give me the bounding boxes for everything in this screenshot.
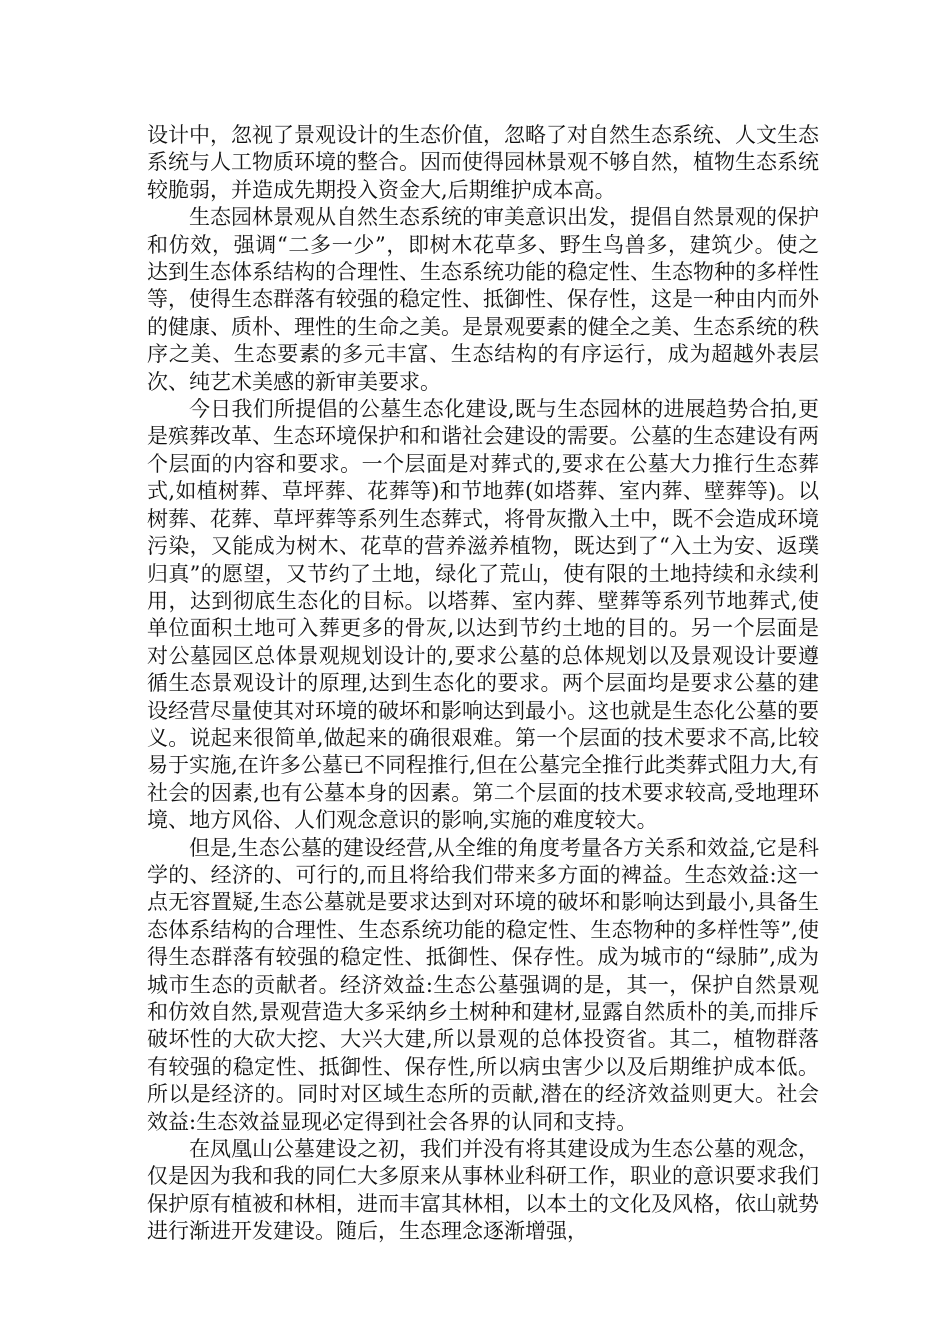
paragraph-2: 生态园林景观从自然生态系统的审美意识出发，提倡自然景观的保护和仿效，强调“二多一少”，即树木花草多、野生鸟兽多，建筑少。使之达到生态体系结构的合理性、生态系统功能的稳定性、生态物种的多样性等，使得生态群落有较强的稳定性、抵御性、保存性，这是一种由内而外的健康、质朴、理性的生命之美。是景观要素的健全之美、生态系统的秩序之美、生态要素的多元丰富、生态结构的有序运行，成为超越外表层次、纯艺术美感的新审美要求。	[147, 205, 819, 394]
paragraph-5: 在凤凰山公墓建设之初，我们并没有将其建设成为生态公墓的观念，仅是因为我和我的同仁大多原来从事林业科研工作，职业的意识要求我们保护原有植被和林相，进而丰富其林相，以本土的文化及风格，依山就势进行渐进开发建设。随后，生态理念逐渐增强，	[147, 1137, 819, 1244]
body-text	[147, 122, 819, 1246]
paragraph-3: 今日我们所提倡的公墓生态化建设,既与生态园林的进展趋势合拍,更是殡葬改革、生态环境保护和和谐社会建设的需要。公墓的生态建设有两个层面的内容和要求。一个层面是对葬式的,要求在公墓大力推行生态葬式,如植树葬、草坪葬、花葬等)和节地葬(如塔葬、室内葬、壁葬等)。以树葬、花葬、草坪葬等系列生态葬式，将骨灰撒入土中，既不会造成环境污染，又能成为树木、花草的营养滋养植物，既达到了“入土为安、返璞归真”的愿望，又节约了土地，绿化了荒山，使有限的土地持续和永续利用，达到彻底生态化的目标。以塔葬、室内葬、壁葬等系列节地葬式,使单位面积土地可入葬更多的骨灰,以达到节约土地的目的。另一个层面是对公墓园区总体景观规划设计的,要求公墓的总体规划以及景观设计要遵循生态景观设计的原理,达到生态化的要求。两个层面均是要求公墓的建设经营尽量使其对环境的破坏和影响达到最小。这也就是生态化公墓的要义。说起来很简单,做起来的确很艰难。第一个层面的技术要求不高,比较易于实施,在许多公墓已不同程推行,但在公墓完全推行此类葬式阻力大,有社会的因素,也有公墓本身的因素。第二个层面的技术要求较高,受地理环境、地方风俗、人们观念意识的影响,实施的难度较大。	[147, 397, 819, 833]
paragraph-4: 但是,生态公墓的建设经营,从全维的角度考量各方关系和效益,它是科学的、经济的、可行的,而且将给我们带来多方面的裨益。生态效益:这一点无容置疑,生态公墓就是要求达到对环境的破坏和影响达到最小,具备生态体系结构的合理性、生态系统功能的稳定性、生态物种的多样性等”,使得生态群落有较强的稳定性、抵御性、保存性。成为城市的“绿肺”,成为城市生态的贡献者。经济效益:生态公墓强调的是，其一，保护自然景观和仿效自然,景观营造大多采纳乡土树种和建材,显露自然质朴的美,而排斥破坏性的大砍大挖、大兴大建,所以景观的总体投资省。其二，植物群落有较强的稳定性、抵御性、保存性,所以病虫害少以及后期维护成本低。所以是经济的。同时对区域生态所的贡献,潜在的经济效益则更大。社会效益:生态效益显现必定得到社会各界的认同和支持。	[147, 835, 819, 1134]
paragraph-1: 设计中，忽视了景观设计的生态价值，忽略了对自然生态系统、人文生态系统与人工物质环境的整合。因而使得园林景观不够自然，植物生态系统较脆弱，并造成先期投入资金大,后期维护成本高。	[147, 123, 819, 202]
